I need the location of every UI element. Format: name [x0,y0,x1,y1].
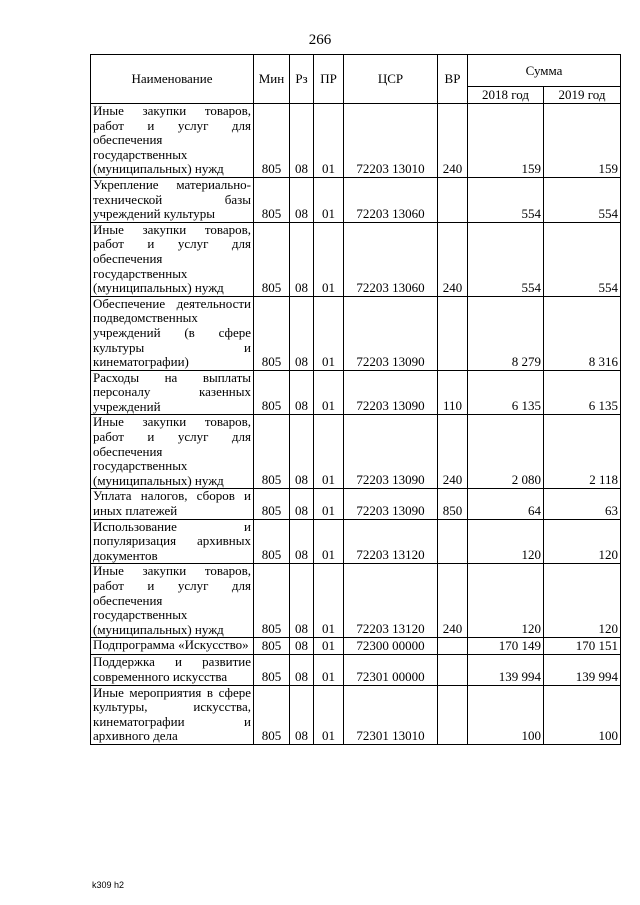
row-2019: 8 316 [544,296,621,370]
row-pr: 01 [314,415,344,489]
row-vr [438,685,468,744]
table-row [91,564,621,638]
row-name: Иные закупки товаров, работ и услуг для обеспечения государственных (муниципальных) нужд [91,415,254,489]
header-rz: Рз [290,55,314,104]
row-pr: 01 [314,655,344,685]
row-csr: 72203 13060 [344,177,438,222]
row-min: 805 [254,685,290,744]
table-row [91,222,621,296]
row-rz: 08 [290,638,314,655]
row-pr: 01 [314,489,344,519]
row-csr: 72203 13010 [344,104,438,178]
row-rz: 08 [290,489,314,519]
row-name: Подпрограмма «Искусство» [91,638,254,655]
row-rz: 08 [290,370,314,415]
row-csr: 72301 00000 [344,655,438,685]
row-name: Поддержка и развитие современного искусства [91,655,254,685]
row-2018: 554 [468,222,544,296]
row-2018: 2 080 [468,415,544,489]
table-row [91,489,621,519]
row-min: 805 [254,370,290,415]
row-vr: 850 [438,489,468,519]
table-row [91,104,621,178]
row-pr: 01 [314,222,344,296]
row-pr: 01 [314,564,344,638]
footer-code: k309 h2 [92,880,125,890]
row-2019: 120 [544,519,621,564]
row-name: Укрепление материально-технической базы учреждений культуры [91,177,254,222]
row-name: Расходы на выплаты персоналу казенных учреждений [91,370,254,415]
row-2018: 120 [468,564,544,638]
header-2019: 2019 год [544,87,621,104]
header-csr: ЦСР [344,55,438,104]
row-2019: 6 135 [544,370,621,415]
row-2018: 64 [468,489,544,519]
row-min: 805 [254,564,290,638]
row-vr: 110 [438,370,468,415]
row-name: Иные закупки товаров, работ и услуг для обеспечения государственных (муниципальных) нужд [91,222,254,296]
row-2018: 120 [468,519,544,564]
row-2019: 159 [544,104,621,178]
row-pr: 01 [314,177,344,222]
row-rz: 08 [290,104,314,178]
row-2018: 170 149 [468,638,544,655]
row-2019: 554 [544,177,621,222]
row-min: 805 [254,519,290,564]
row-min: 805 [254,489,290,519]
row-min: 805 [254,415,290,489]
row-csr: 72203 13090 [344,489,438,519]
row-vr: 240 [438,564,468,638]
row-rz: 08 [290,296,314,370]
row-2018: 100 [468,685,544,744]
table-row [91,685,621,744]
row-rz: 08 [290,222,314,296]
row-2019: 554 [544,222,621,296]
row-pr: 01 [314,370,344,415]
row-2018: 554 [468,177,544,222]
row-vr [438,177,468,222]
row-name: Иные закупки товаров, работ и услуг для обеспечения государственных (муниципальных) нужд [91,564,254,638]
row-2019: 170 151 [544,638,621,655]
row-name: Иные мероприятия в сфере культуры, искусства, кинематографии и архивного дела [91,685,254,744]
row-rz: 08 [290,519,314,564]
row-rz: 08 [290,177,314,222]
row-name: Уплата налогов, сборов и иных платежей [91,489,254,519]
table-row [91,638,621,655]
row-2019: 139 994 [544,655,621,685]
row-2019: 120 [544,564,621,638]
header-name: Наименование [91,55,254,104]
row-csr: 72203 13120 [344,564,438,638]
page-number: 266 [308,32,332,48]
table-row [91,415,621,489]
table-row [91,655,621,685]
row-2018: 6 135 [468,370,544,415]
row-2018: 8 279 [468,296,544,370]
row-vr [438,638,468,655]
table-row [91,519,621,564]
row-2018: 159 [468,104,544,178]
row-csr: 72203 13090 [344,415,438,489]
row-rz: 08 [290,655,314,685]
row-vr [438,296,468,370]
row-vr: 240 [438,104,468,178]
row-pr: 01 [314,519,344,564]
row-csr: 72300 00000 [344,638,438,655]
table-row [91,177,621,222]
table-row [91,296,621,370]
header-pr: ПР [314,55,344,104]
row-pr: 01 [314,685,344,744]
row-vr: 240 [438,415,468,489]
row-pr: 01 [314,104,344,178]
row-csr: 72203 13060 [344,222,438,296]
row-rz: 08 [290,415,314,489]
row-2019: 100 [544,685,621,744]
row-csr: 72203 13090 [344,296,438,370]
row-name: Обеспечение деятельности подведомственных учреждений (в сфере культуры и кинематографии) [91,296,254,370]
row-min: 805 [254,104,290,178]
row-rz: 08 [290,685,314,744]
row-csr: 72203 13090 [344,370,438,415]
row-csr: 72203 13120 [344,519,438,564]
header-2018: 2018 год [468,87,544,104]
row-name: Использование и популяризация архивных документов [91,519,254,564]
row-csr: 72301 13010 [344,685,438,744]
header-sum: Сумма [468,55,621,87]
header-vr: ВР [438,55,468,104]
row-pr: 01 [314,638,344,655]
table-body [91,104,621,745]
row-rz: 08 [290,564,314,638]
row-vr [438,519,468,564]
budget-table [90,54,621,745]
row-pr: 01 [314,296,344,370]
row-min: 805 [254,296,290,370]
header-min: Мин [254,55,290,104]
row-name: Иные закупки товаров, работ и услуг для обеспечения государственных (муниципальных) нужд [91,104,254,178]
row-min: 805 [254,655,290,685]
row-vr: 240 [438,222,468,296]
row-2018: 139 994 [468,655,544,685]
row-min: 805 [254,638,290,655]
row-min: 805 [254,177,290,222]
row-vr [438,655,468,685]
table-row [91,370,621,415]
row-min: 805 [254,222,290,296]
row-2019: 63 [544,489,621,519]
row-2019: 2 118 [544,415,621,489]
